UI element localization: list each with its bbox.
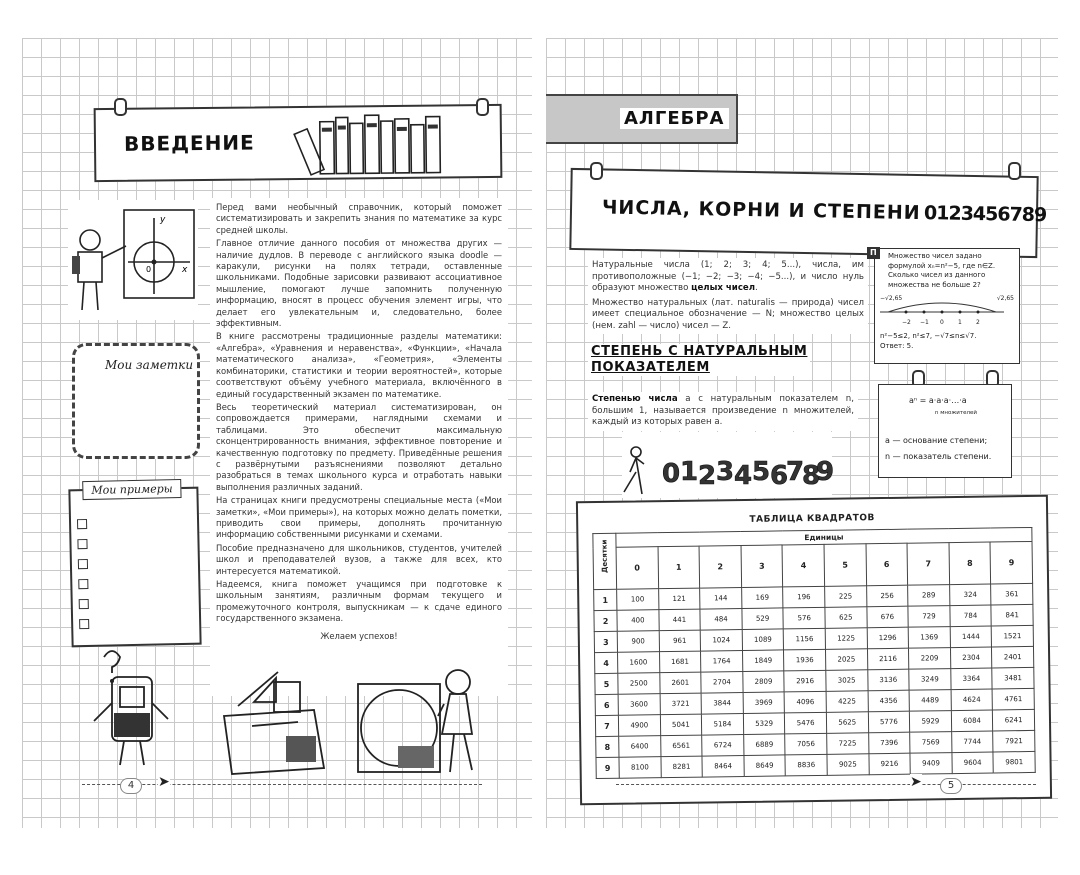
numberline-svg xyxy=(880,300,1004,320)
square-value-cell: 6400 xyxy=(619,736,661,758)
units-column-header: 2 xyxy=(699,546,741,589)
square-value-cell: 5041 xyxy=(660,714,702,736)
my-examples-notepad[interactable] xyxy=(68,482,201,648)
tick-label: −1 xyxy=(920,319,929,326)
banner-pin-left xyxy=(114,98,127,116)
page-number: 4 xyxy=(120,778,142,794)
example-solution: n²−5≤2, n²≤7, −√7≤n≤√7. xyxy=(880,332,977,340)
power-definition xyxy=(588,392,858,431)
axis-x-label: x xyxy=(182,265,188,275)
square-value-cell: 361 xyxy=(991,583,1033,605)
tens-row-header: 7 xyxy=(595,715,618,736)
checkbox[interactable] xyxy=(77,519,87,529)
square-value-cell: 196 xyxy=(783,586,825,608)
section-heading-line1: СТЕПЕНЬ С НАТУРАЛЬНЫМ xyxy=(591,344,808,359)
square-value-cell: 3481 xyxy=(992,667,1034,689)
tens-row-header: 9 xyxy=(596,757,619,778)
intro-paragraph: В книге рассмотрены традиционные разделы математики: «Алгебра», «Уравнения и неравенства», «Функции», «Начала математического анализа», «Геометрия», «Элементы комбинаторики, статистики и теории вероятностей», которые соответствуют объёму учебного материала, включённого в единый государственный экзамен по математике. xyxy=(216,331,502,399)
square-value-cell: 576 xyxy=(783,607,825,629)
svg-text:8: 8 xyxy=(802,461,821,491)
units-column-header: 5 xyxy=(824,544,866,587)
tick-label: 1 xyxy=(958,319,962,326)
square-value-cell: 121 xyxy=(658,588,700,610)
square-value-cell: 961 xyxy=(659,630,701,652)
power-definition-bold: Степенью числа xyxy=(592,394,678,404)
integers-text xyxy=(588,258,868,334)
checkbox[interactable] xyxy=(77,539,87,549)
square-value-cell: 7396 xyxy=(868,732,910,754)
square-value-cell: 8464 xyxy=(702,755,744,777)
square-value-cell: 5476 xyxy=(785,712,827,734)
svg-text:2: 2 xyxy=(698,461,717,491)
squares-table xyxy=(592,527,1035,779)
intro-paragraph: На страницах книги предусмотрены специальные места («Мои заметки», «Мои примеры»), на которых можно делать пометки, приводить свои примеры, дополнять прочитанную информацию собственными рисунками и схемами. xyxy=(216,495,502,540)
square-value-cell: 5776 xyxy=(868,711,910,733)
right-page xyxy=(546,38,1058,828)
square-value-cell: 4096 xyxy=(784,691,826,713)
svg-text:5: 5 xyxy=(752,457,771,487)
example-card xyxy=(870,248,1020,364)
square-value-cell: 1296 xyxy=(867,627,909,649)
square-value-cell: 784 xyxy=(950,605,992,627)
square-value-cell: 5184 xyxy=(702,713,744,735)
banner-digits: 0123456789 xyxy=(923,202,1047,227)
square-value-cell: 2401 xyxy=(992,646,1034,668)
square-value-cell: 4624 xyxy=(951,689,993,711)
banner-pin-right xyxy=(1008,162,1021,180)
square-value-cell: 1600 xyxy=(618,652,660,674)
example-question: Множество чисел задано формулой xₙ=n²−5, где n∈Z. Сколько чисел из данного множества не больше 2? xyxy=(888,252,996,289)
square-value-cell: 2601 xyxy=(659,672,701,694)
square-value-cell: 7225 xyxy=(827,733,869,755)
tick-label: 0 xyxy=(940,319,944,326)
tick-label: 2 xyxy=(976,319,980,326)
tick-label: −2 xyxy=(902,319,911,326)
square-value-cell: 324 xyxy=(949,584,991,606)
square-value-cell: 1089 xyxy=(742,629,784,651)
units-column-header: 1 xyxy=(658,546,700,589)
square-value-cell: 441 xyxy=(659,609,701,631)
square-value-cell: 4489 xyxy=(909,690,951,712)
intro-banner xyxy=(94,104,503,182)
boy-with-graph-illustration xyxy=(68,200,198,320)
square-value-cell: 169 xyxy=(741,587,783,609)
intro-text xyxy=(210,198,508,696)
page-number: 5 xyxy=(940,778,962,794)
square-value-cell: 289 xyxy=(908,585,950,607)
tens-header-cell xyxy=(593,533,617,589)
page-bottom-line xyxy=(616,784,1036,785)
dancing-digits-illustration xyxy=(622,432,835,498)
square-value-cell: 1521 xyxy=(992,625,1034,647)
square-value-cell: 1156 xyxy=(784,628,826,650)
integers-part1: Натуральные числа (1; 2; 3; 4; 5...), числа, им противоположные (−1; −2; −3; −4; −5...), и число нуль образуют множество xyxy=(592,260,864,293)
units-column-header: 7 xyxy=(907,543,949,586)
square-value-cell: 2209 xyxy=(909,648,951,670)
axis-origin-label: 0 xyxy=(146,265,152,274)
my-notes-box[interactable] xyxy=(72,343,200,459)
section-heading xyxy=(588,344,810,376)
example-answer: Ответ: 5. xyxy=(880,341,914,350)
number-line xyxy=(880,294,1014,328)
square-value-cell: 7744 xyxy=(951,731,993,753)
square-value-cell: 1936 xyxy=(784,649,826,671)
square-value-cell: 144 xyxy=(700,588,742,610)
square-value-cell: 6561 xyxy=(660,735,702,757)
square-value-cell: 3721 xyxy=(660,693,702,715)
paper-plane-icon: ➤ xyxy=(910,774,922,790)
svg-text:6: 6 xyxy=(770,461,789,491)
units-column-header: 9 xyxy=(990,541,1032,584)
square-value-cell: 529 xyxy=(742,608,784,630)
square-value-cell: 6889 xyxy=(743,734,785,756)
tens-header: Десятки xyxy=(600,539,609,573)
square-value-cell: 3844 xyxy=(701,692,743,714)
section-heading-line2: ПОКАЗАТЕЛЕМ xyxy=(591,360,710,375)
square-value-cell: 484 xyxy=(700,609,742,631)
intro-paragraph: Главное отличие данного пособия от множества других — наличие дудлов. В переводе с английского языка doodle — каракули, рисунки на полях тетради, оставленные школьниками. Подобные зарисовки развивают ассоциативное мышление, помогают лучше запомнить полученную информацию, вносят в процесс обучения элемент игры, что делает его увлекательным и, следовательно, более эффективным. xyxy=(216,238,502,329)
tens-row-header: 2 xyxy=(594,610,617,631)
square-value-cell: 5329 xyxy=(743,713,785,735)
square-value-cell: 5929 xyxy=(910,711,952,733)
closing-line: Желаем успехов! xyxy=(320,630,398,641)
square-value-cell: 1024 xyxy=(700,630,742,652)
square-value-cell: 2304 xyxy=(950,647,992,669)
squares-table-title: ТАБЛИЦА КВАДРАТОВ xyxy=(749,513,875,525)
axis-y-label: y xyxy=(160,215,166,225)
numberline-right: √2,65 xyxy=(996,295,1014,302)
square-value-cell: 9025 xyxy=(827,754,869,776)
page-bottom-line xyxy=(82,784,482,785)
square-value-cell: 3136 xyxy=(867,669,909,691)
units-column-header: 4 xyxy=(782,544,824,587)
intro-paragraph: Перед вами необычный справочник, который поможет систематизировать и закрепить знания по математике за курс средней школы. xyxy=(216,202,502,235)
square-value-cell: 1369 xyxy=(908,627,950,649)
units-column-header: 0 xyxy=(616,547,658,590)
square-value-cell: 400 xyxy=(617,610,659,632)
banner-pin-right xyxy=(476,98,489,116)
svg-text:0: 0 xyxy=(662,459,681,489)
integers-bold: целых чисел xyxy=(691,283,756,293)
square-value-cell: 7569 xyxy=(910,732,952,754)
svg-text:1: 1 xyxy=(680,457,699,487)
my-notes-label: Мои заметки xyxy=(105,358,194,372)
banner-pin-left xyxy=(590,162,603,180)
svg-text:3: 3 xyxy=(716,457,735,487)
units-column-header: 8 xyxy=(949,542,991,585)
square-value-cell: 7056 xyxy=(785,733,827,755)
tens-row-header: 5 xyxy=(595,673,618,694)
square-value-cell: 8836 xyxy=(785,754,827,776)
square-value-cell: 100 xyxy=(617,589,659,611)
checkbox[interactable] xyxy=(79,619,89,629)
square-value-cell: 3025 xyxy=(826,670,868,692)
square-value-cell: 5625 xyxy=(826,712,868,734)
square-value-cell: 1849 xyxy=(742,650,784,672)
intro-paragraph: Весь теоретический материал систематизирован, он сопровождается примерами, наглядными схемами и таблицами. Это обеспечит максимальную сконцентрированность внимания, эффективное повторение и качественную подготовку по предмету. Приведённые решения с развёрнутыми разъяснениями позволяют детально разобраться в темах школьного курса и отработать навыки выполнения различных заданий. xyxy=(216,401,502,492)
tens-row-header: 6 xyxy=(595,694,618,715)
square-value-cell: 729 xyxy=(908,606,950,628)
checkbox[interactable] xyxy=(78,579,88,589)
square-value-cell: 1681 xyxy=(659,651,701,673)
square-value-cell: 8100 xyxy=(619,757,661,779)
power-formula-under: n множителей xyxy=(935,410,977,416)
svg-text:9: 9 xyxy=(816,457,835,487)
square-value-cell: 2116 xyxy=(867,648,909,670)
example-badge: П xyxy=(867,247,880,259)
units-column-header: 3 xyxy=(741,545,783,588)
square-value-cell: 225 xyxy=(825,586,867,608)
square-value-cell: 2025 xyxy=(825,649,867,671)
integers-part2: . xyxy=(755,283,758,293)
square-value-cell: 2809 xyxy=(743,671,785,693)
checkbox[interactable] xyxy=(79,599,89,609)
square-value-cell: 2704 xyxy=(701,671,743,693)
section-tab-label: АЛГЕБРА xyxy=(620,108,729,129)
intro-paragraph: Пособие предназначено для школьников, студентов, учителей школ и преподавателей вузов, а также для всех, кто интересуется математикой. xyxy=(216,542,502,576)
left-page xyxy=(22,38,532,828)
square-value-cell: 3969 xyxy=(743,692,785,714)
square-value-cell: 9216 xyxy=(869,753,911,775)
geometry-character-illustration xyxy=(354,660,494,780)
square-value-cell: 1225 xyxy=(825,628,867,650)
tens-row-header: 4 xyxy=(595,652,618,673)
tens-row-header: 1 xyxy=(594,589,617,610)
square-value-cell: 3249 xyxy=(909,669,951,691)
phone-character-illustration xyxy=(84,643,174,773)
power-base: a — основание степени; xyxy=(885,436,988,445)
square-value-cell: 3364 xyxy=(951,668,993,690)
square-value-cell: 256 xyxy=(866,585,908,607)
square-value-cell: 4356 xyxy=(868,690,910,712)
numberline-left: −√2,65 xyxy=(880,295,903,302)
naturals-text: Множество натуральных (лат. naturalis — природа) чисел имеет специальное обозначение — N; множество целых (нем. zahl — число) чисел — Z. xyxy=(592,297,864,331)
square-value-cell: 9409 xyxy=(910,753,952,775)
checkbox[interactable] xyxy=(78,559,88,569)
tens-row-header: 3 xyxy=(594,631,617,652)
briefcase-tools-illustration xyxy=(218,666,330,778)
square-value-cell: 8281 xyxy=(661,756,703,778)
square-value-cell: 1764 xyxy=(701,651,743,673)
power-exponent: n — показатель степени. xyxy=(885,452,992,461)
books-illustration xyxy=(296,106,467,174)
square-value-cell: 2500 xyxy=(618,673,660,695)
squares-table-card xyxy=(576,495,1052,806)
square-value-cell: 4900 xyxy=(618,715,660,737)
power-card xyxy=(878,384,1012,478)
my-examples-label: Мои примеры xyxy=(82,479,182,500)
paper-plane-icon: ➤ xyxy=(158,774,170,790)
tens-row-header: 8 xyxy=(596,736,619,757)
svg-text:4: 4 xyxy=(734,461,753,491)
square-value-cell: 6241 xyxy=(993,709,1035,731)
power-definition-text: a с натуральным показателем n, большим 1, называется произведение n множителей, каждый из которых равен a. xyxy=(592,394,854,427)
svg-text:7: 7 xyxy=(786,457,805,487)
power-formula: aⁿ = a·a·a·…·a xyxy=(909,396,967,405)
intro-paragraph: Надеемся, книга поможет учащимся при подготовке к школьным занятиям, различным формам текущего и промежуточного контроля, выпускникам — к сдаче единого государственного экзамена. xyxy=(216,579,502,624)
square-value-cell: 4761 xyxy=(992,688,1034,710)
square-value-cell: 841 xyxy=(991,604,1033,626)
square-value-cell: 1444 xyxy=(950,626,992,648)
square-value-cell: 4225 xyxy=(826,691,868,713)
square-value-cell: 6084 xyxy=(951,710,993,732)
topic-banner-title: ЧИСЛА, КОРНИ И СТЕПЕНИ xyxy=(601,196,921,225)
units-column-header: 6 xyxy=(866,543,908,586)
square-value-cell: 7921 xyxy=(993,730,1035,752)
square-value-cell: 8649 xyxy=(744,755,786,777)
square-value-cell: 2916 xyxy=(784,670,826,692)
square-value-cell: 9604 xyxy=(952,752,994,774)
section-tab xyxy=(546,94,738,144)
square-value-cell: 9801 xyxy=(993,751,1035,773)
units-header: Единицы xyxy=(616,527,1032,547)
intro-banner-title: ВВЕДЕНИЕ xyxy=(123,130,255,156)
square-value-cell: 676 xyxy=(866,606,908,628)
square-value-cell: 3600 xyxy=(618,694,660,716)
square-value-cell: 900 xyxy=(617,631,659,653)
topic-banner xyxy=(569,168,1047,258)
square-value-cell: 6724 xyxy=(702,734,744,756)
square-value-cell: 625 xyxy=(825,607,867,629)
